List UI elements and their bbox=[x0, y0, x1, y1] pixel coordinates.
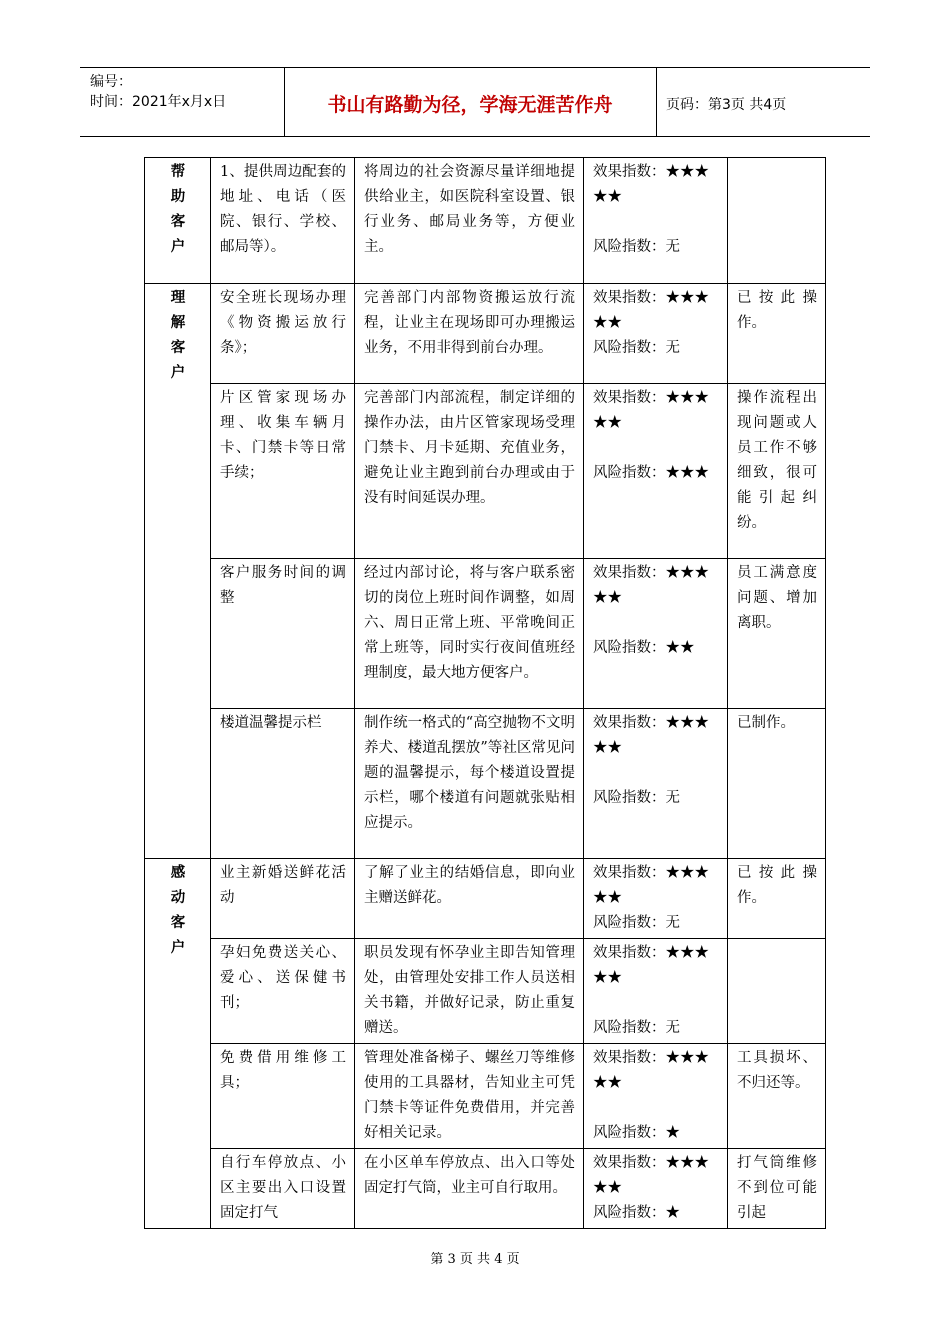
risk-rating: 风险指数：★ bbox=[593, 1205, 680, 1221]
item-cell: 免费借用维修工具； bbox=[211, 1044, 355, 1149]
risk-rating: 风险指数：★ bbox=[593, 1125, 680, 1141]
rating-cell bbox=[584, 1044, 728, 1149]
risk-rating: 风险指数：★★★ bbox=[593, 465, 709, 481]
effect-rating: 效果指数：★★★★★ bbox=[593, 390, 709, 431]
note-cell: 打气筒维修不到位可能引起 bbox=[728, 1149, 826, 1229]
effect-rating: 效果指数：★★★★★ bbox=[593, 1050, 709, 1091]
table-row bbox=[145, 939, 826, 1044]
category-label: 理解客户 bbox=[170, 290, 186, 381]
effect-rating: 效果指数：★★★★★ bbox=[593, 565, 709, 606]
desc-cell: 经过内部讨论，将与客户联系密切的岗位上班时间作调整，如周六、周日正常上班、平常晚间正常上班等，同时实行夜间值班经理制度，最大地方便客户。 bbox=[355, 559, 584, 709]
desc-cell: 了解了业主的结婚信息，即向业主赠送鲜花。 bbox=[355, 859, 584, 939]
effect-rating: 效果指数：★★★★★ bbox=[593, 865, 709, 906]
rating-cell bbox=[584, 284, 728, 384]
item-cell: 业主新婚送鲜花活动 bbox=[211, 859, 355, 939]
time-label: 时间：2021年x月x日 bbox=[90, 94, 227, 110]
note-cell: 工具损坏、不归还等。 bbox=[728, 1044, 826, 1149]
desc-cell: 管理处准备梯子、螺丝刀等维修使用的工具器材，告知业主可凭门禁卡等证件免费借用，并完善好相关记录。 bbox=[355, 1044, 584, 1149]
page-footer: 第 3 页 共 4 页 bbox=[430, 1252, 520, 1267]
risk-rating: 风险指数：★★ bbox=[593, 640, 695, 656]
risk-rating: 风险指数：无 bbox=[593, 340, 680, 356]
desc-cell: 职员发现有怀孕业主即告知管理处，由管理处安排工作人员送相关书籍，并做好记录，防止重复赠送。 bbox=[355, 939, 584, 1044]
table-row bbox=[145, 384, 826, 559]
table-row bbox=[145, 284, 826, 384]
rating-cell bbox=[584, 859, 728, 939]
category-label: 感动客户 bbox=[170, 865, 186, 956]
note-cell: 已制作。 bbox=[728, 709, 826, 859]
category-label: 帮助客户 bbox=[170, 164, 186, 255]
desc-cell: 完善部门内部流程，制定详细的操作办法，由片区管家现场受理门禁卡、月卡延期、充值业务，避免让业主跑到前台办理或由于没有时间延误办理。 bbox=[355, 384, 584, 559]
table-row bbox=[145, 1044, 826, 1149]
desc-cell: 在小区单车停放点、出入口等处固定打气筒，业主可自行取用。 bbox=[355, 1149, 584, 1229]
category-cell bbox=[145, 284, 211, 859]
rating-cell bbox=[584, 384, 728, 559]
page-header bbox=[80, 67, 870, 137]
effect-rating: 效果指数：★★★★★ bbox=[593, 164, 709, 205]
category-cell bbox=[145, 158, 211, 284]
desc-cell: 制作统一格式的“高空抛物不文明养犬、楼道乱摆放”等社区常见问题的温馨提示，每个楼道设置提示栏，哪个楼道有问题就张贴相应提示。 bbox=[355, 709, 584, 859]
risk-rating: 风险指数：无 bbox=[593, 1020, 680, 1036]
table-row bbox=[145, 1149, 826, 1229]
rating-cell bbox=[584, 939, 728, 1044]
number-label: 编号： bbox=[90, 74, 132, 90]
rating-cell bbox=[584, 709, 728, 859]
item-cell: 安全班长现场办理《物资搬运放行条》； bbox=[211, 284, 355, 384]
risk-rating: 风险指数：无 bbox=[593, 915, 680, 931]
note-cell bbox=[728, 939, 826, 1044]
item-cell: 1、提供周边配套的地址、电话（医院、银行、学校、邮局等）。 bbox=[211, 158, 355, 284]
rating-cell bbox=[584, 158, 728, 284]
item-cell: 自行车停放点、小区主要出入口设置固定打气 bbox=[211, 1149, 355, 1229]
effect-rating: 效果指数：★★★★★ bbox=[593, 715, 709, 756]
item-cell: 楼道温馨提示栏 bbox=[211, 709, 355, 859]
measures-table bbox=[144, 157, 826, 1229]
effect-rating: 效果指数：★★★★★ bbox=[593, 1155, 709, 1196]
item-cell: 片区管家现场办理、收集车辆月卡、门禁卡等日常手续； bbox=[211, 384, 355, 559]
note-cell: 已按此操作。 bbox=[728, 859, 826, 939]
note-cell: 操作流程出现问题或人员工作不够细致，很可能引起纠纷。 bbox=[728, 384, 826, 559]
table-row bbox=[145, 559, 826, 709]
table-row bbox=[145, 859, 826, 939]
item-cell: 客户服务时间的调整 bbox=[211, 559, 355, 709]
note-cell bbox=[728, 158, 826, 284]
rating-cell bbox=[584, 1149, 728, 1229]
header-page-info: 页码：第3页 共4页 bbox=[666, 97, 787, 113]
risk-rating: 风险指数：无 bbox=[593, 790, 680, 806]
desc-cell: 完善部门内部物资搬运放行流程，让业主在现场即可办理搬运业务，不用非得到前台办理。 bbox=[355, 284, 584, 384]
item-cell: 孕妇免费送关心、爱心、送保健书刊； bbox=[211, 939, 355, 1044]
note-cell: 已按此操作。 bbox=[728, 284, 826, 384]
category-cell bbox=[145, 859, 211, 1229]
header-left-block bbox=[90, 72, 226, 112]
desc-cell: 将周边的社会资源尽量详细地提供给业主，如医院科室设置、银行业务、邮局业务等，方便业主。 bbox=[355, 158, 584, 284]
rating-cell bbox=[584, 559, 728, 709]
effect-rating: 效果指数：★★★★★ bbox=[593, 290, 709, 331]
header-divider-right bbox=[656, 68, 657, 136]
risk-rating: 风险指数：无 bbox=[593, 239, 680, 255]
effect-rating: 效果指数：★★★★★ bbox=[593, 945, 709, 986]
table-row bbox=[145, 158, 826, 284]
table-row bbox=[145, 709, 826, 859]
note-cell: 员工满意度问题、增加离职。 bbox=[728, 559, 826, 709]
header-motto: 书山有路勤为径，学海无涯苦作舟 bbox=[327, 94, 613, 116]
